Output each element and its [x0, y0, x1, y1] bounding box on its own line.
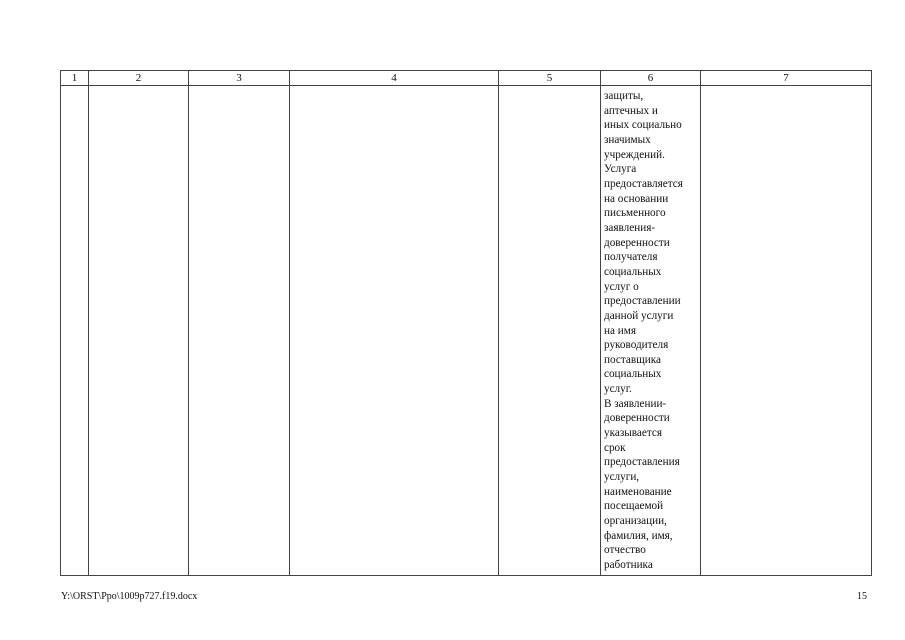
- column-header-4: 4: [290, 71, 499, 86]
- text-line: В заявлении-: [604, 397, 667, 410]
- table-cell-col7: [701, 86, 872, 576]
- text-line: организации,: [604, 515, 667, 528]
- table-cell-col3: [189, 86, 290, 576]
- text-line: иных социально: [604, 119, 682, 132]
- text-line: получателя: [604, 251, 658, 264]
- text-line: учреждений.: [604, 148, 665, 161]
- text-line: предоставлении: [604, 295, 681, 308]
- text-line: услуги,: [604, 471, 640, 484]
- table-cell-col5: [499, 86, 601, 576]
- table-cell-col2: [89, 86, 189, 576]
- text-line: заявления-: [604, 221, 656, 234]
- text-line: аптечных и: [604, 104, 658, 117]
- text-line: отчество: [604, 544, 646, 557]
- text-line: указывается: [604, 427, 662, 440]
- text-line: наименование: [604, 485, 672, 498]
- text-line: поставщика: [604, 353, 661, 366]
- text-line: фамилия, имя,: [604, 529, 673, 542]
- header-row: [61, 71, 872, 86]
- text-line: социальных: [604, 368, 662, 381]
- table-cell-col1: [61, 86, 89, 576]
- text-line: работника: [604, 559, 653, 571]
- table-row: [61, 86, 872, 576]
- text-line: данной услуги: [604, 309, 674, 322]
- column-header-5: 5: [499, 71, 601, 86]
- table-cell-col6: [601, 86, 701, 576]
- text-line: на имя: [604, 324, 636, 337]
- service-description-text: [601, 86, 700, 573]
- column-header-3: 3: [189, 71, 290, 86]
- text-line: предоставления: [604, 456, 680, 469]
- text-line: доверенности: [604, 412, 670, 425]
- text-line: услуг.: [604, 383, 632, 396]
- text-line: социальных: [604, 265, 662, 278]
- text-line: услуг о: [604, 280, 639, 293]
- services-table: [60, 70, 872, 576]
- text-line: значимых: [604, 133, 651, 146]
- text-line: срок: [604, 441, 626, 454]
- column-header-1: 1: [61, 71, 89, 86]
- text-line: Услуга: [604, 163, 637, 176]
- text-line: письменного: [604, 207, 666, 220]
- text-line: доверенности: [604, 236, 670, 249]
- text-line: посещаемой: [604, 500, 664, 513]
- text-line: на основании: [604, 192, 669, 205]
- footer-page-number: 15: [857, 591, 867, 602]
- column-header-6: 6: [601, 71, 701, 86]
- footer-file-path: Y:\ORST\Ppo\1009p727.f19.docx: [61, 591, 198, 602]
- text-line: предоставляется: [604, 177, 683, 190]
- column-header-7: 7: [701, 71, 872, 86]
- column-header-2: 2: [89, 71, 189, 86]
- table-cell-col4: [290, 86, 499, 576]
- text-line: руководителя: [604, 339, 669, 352]
- text-line: защиты,: [604, 90, 644, 102]
